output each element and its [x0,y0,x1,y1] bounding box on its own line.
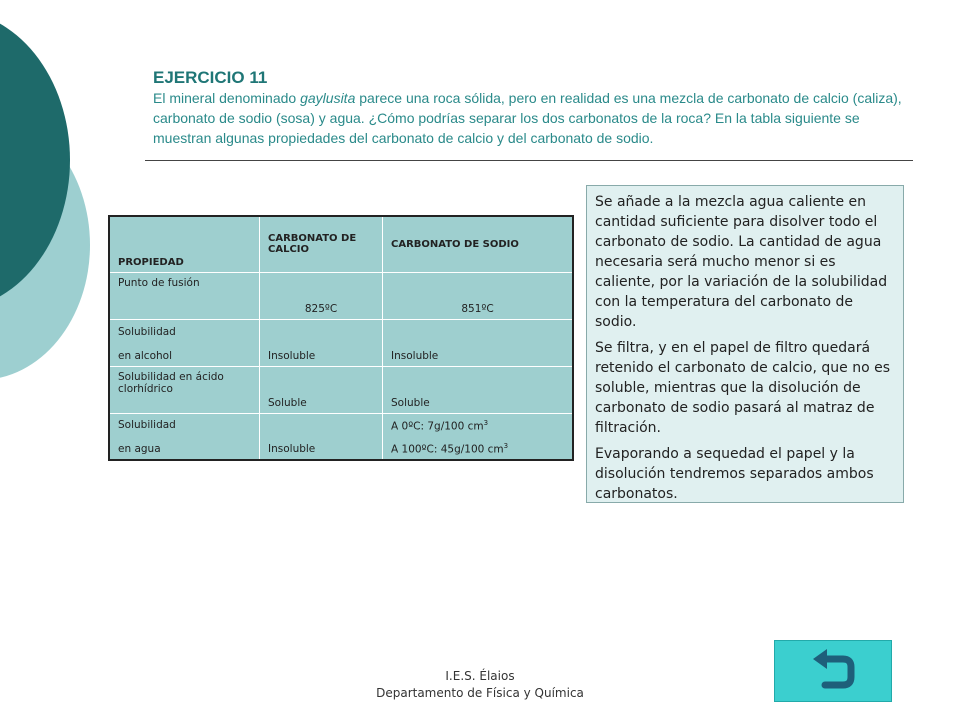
properties-table [108,215,574,461]
school-name: I.E.S. Élaios [445,669,515,683]
calcium-value: 825ºC [260,272,383,319]
mineral-name: gaylusita [300,90,356,106]
calcium-value: Soluble [260,366,383,413]
table-row [109,413,573,460]
table-header-row [109,216,573,272]
sodium-solubility-cold-text: A 0ºC: 7g/100 cm [391,420,484,433]
header-divider [145,160,913,161]
property-label-line1: Solubilidad [118,325,176,338]
sodium-value: 851ºC [383,272,574,319]
statement-text-end: parece una roca sólida, pero en realidad es una mezcla de carbonato de calcio (caliza), carbonato de sodio (sosa) y agua. ¿Cómo podrías separar los dos carbonatos de la roca? En la tabla siguiente se muestran algunas propiedades del carbonato de calcio y del carbonato de sodio. [153,90,902,146]
unit-exponent: 3 [483,419,489,427]
property-cell [109,272,260,319]
header-cell-calcium: CARBONATO DE CALCIO [260,216,383,272]
calcium-value: Insoluble [260,413,383,460]
property-label: Solubilidad en ácido clorhídrico [118,370,224,395]
property-label-line1: Solubilidad [118,419,176,431]
table-row [109,366,573,413]
property-cell [109,413,260,460]
property-label: Punto de fusión [118,276,200,289]
exercise-header [153,68,913,148]
department-name: Departamento de Física y Química [376,686,584,700]
sodium-solubility-hot [391,442,564,456]
table-row [109,272,573,319]
exercise-statement [153,88,913,148]
header-cell-sodium: CARBONATO DE SODIO [383,216,574,272]
unit-exponent: 3 [503,441,509,450]
calcium-value: Insoluble [260,319,383,366]
sodium-solubility-hot-text: A 100ºC: 45g/100 cm [391,443,504,455]
statement-text-start: El mineral denominado [153,90,301,106]
solution-box [586,185,904,503]
exercise-title: EJERCICIO 11 [153,68,268,87]
property-cell [109,366,260,413]
sodium-solubility-cold [391,419,564,433]
table-row [109,319,573,366]
solution-paragraph: Evaporando a sequedad el papel y la disolución tendremos separados ambos carbonatos. [595,446,874,502]
header-cell-property: PROPIEDAD [109,216,260,272]
return-arrow-icon [809,647,857,693]
solution-paragraph: Se filtra, y en el papel de filtro quedará retenido el carbonato de calcio, que no es soluble, mientras que la disolución de carbonato de sodio pasará al matraz de filtración. [595,340,891,436]
property-cell [109,319,260,366]
solution-paragraph: Se añade a la mezcla agua caliente en cantidad suficiente para disolver todo el carbonato de sodio. La cantidad de agua necesaria será mucho menor si es caliente, por la variación de la solubilidad con la temperatura del carbonato de sodio. [595,194,888,330]
back-button[interactable] [774,640,892,702]
footer [300,668,660,702]
property-label-line2: en agua [118,443,161,455]
sodium-value: Insoluble [383,319,574,366]
sodium-value [383,413,574,460]
sodium-value: Soluble [383,366,574,413]
property-label-line2: en alcohol [118,349,172,362]
